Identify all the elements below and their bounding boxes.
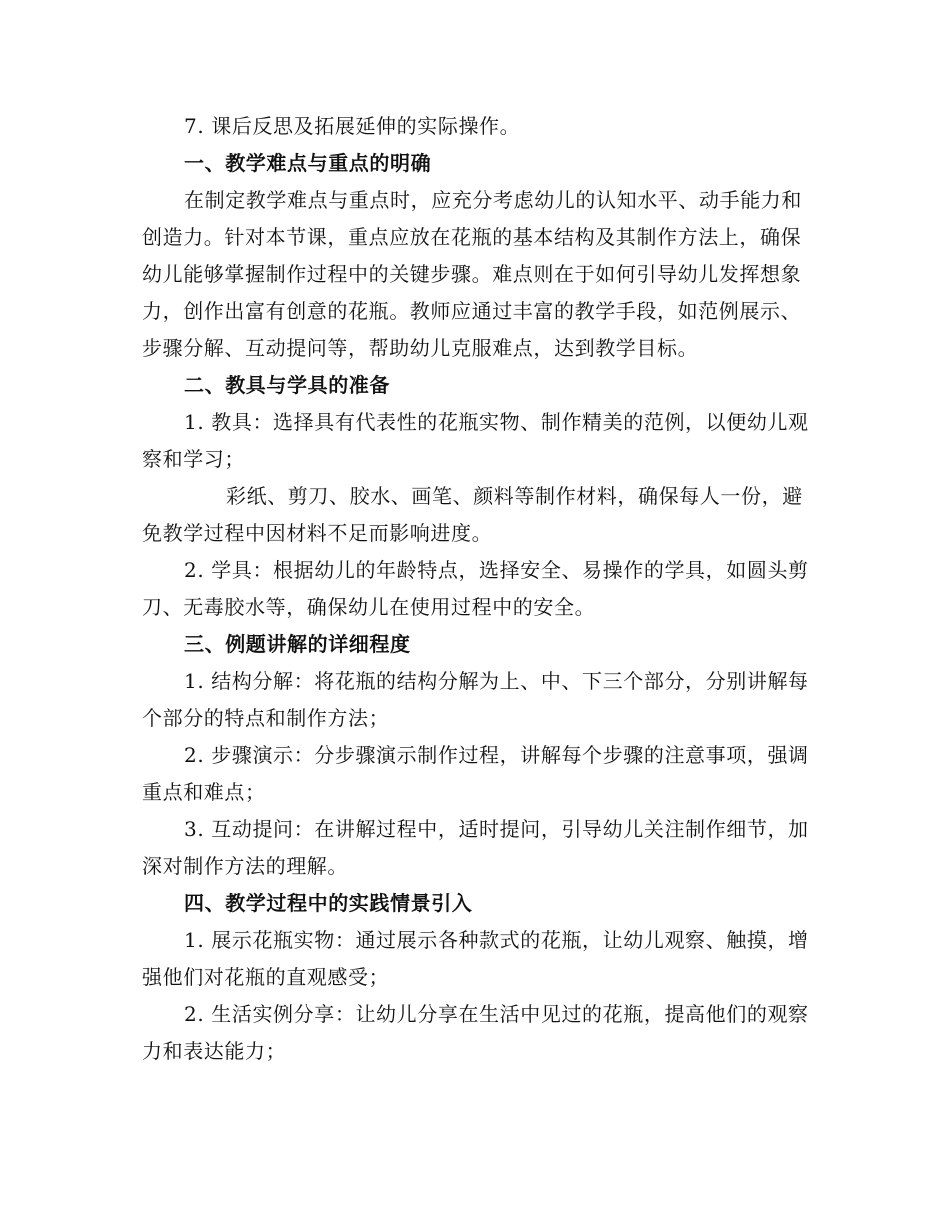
paragraph-difficulty-focus: 在制定教学难点与重点时，应充分考虑幼儿的认知水平、动手能力和创造力。针对本节课，重点应放在花瓶的基本结构及其制作方法上，确保幼儿能够掌握制作过程中的关键步骤。难点则在于如何引导幼儿发挥想象力，创作出富有创意的花瓶。教师应通过丰富的教学手段，如范例展示、步骤分解、互动提问等，帮助幼儿克服难点，达到教学目标。 xyxy=(142,188,802,360)
section-heading-1: 一、教学难点与重点的明确 xyxy=(184,151,432,175)
section-heading-4: 四、教学过程中的实践情景引入 xyxy=(184,891,473,915)
section-heading-2: 二、教具与学具的准备 xyxy=(184,373,390,397)
paragraph-teaching-aids: 1. 教具：选择具有代表性的花瓶实物、制作精美的范例，以便幼儿观察和学习； xyxy=(142,410,809,471)
paragraph-structure-breakdown: 1. 结构分解：将花瓶的结构分解为上、中、下三个部分，分别讲解每个部分的特点和制作方法； xyxy=(142,669,809,730)
section-heading-3: 三、例题讲解的详细程度 xyxy=(184,632,411,656)
paragraph-item-7: 7. 课后反思及拓展延伸的实际操作。 xyxy=(184,114,521,138)
document-body xyxy=(142,108,812,1070)
paragraph-step-demo: 2. 步骤演示：分步骤演示制作过程，讲解每个步骤的注意事项，强调重点和难点； xyxy=(142,743,809,804)
paragraph-life-examples: 2. 生活实例分享：让幼儿分享在生活中见过的花瓶，提高他们的观察力和表达能力； xyxy=(142,1002,809,1063)
paragraph-materials: 彩纸、剪刀、胶水、画笔、颜料等制作材料，确保每人一份，避免教学过程中因材料不足而影响进度。 xyxy=(142,484,803,545)
paragraph-learning-tools: 2. 学具：根据幼儿的年龄特点，选择安全、易操作的学具，如圆头剪刀、无毒胶水等，确保幼儿在使用过程中的安全。 xyxy=(142,558,809,619)
paragraph-interactive-questions: 3. 互动提问：在讲解过程中，适时提问，引导幼儿关注制作细节，加深对制作方法的理解。 xyxy=(142,817,809,878)
paragraph-vase-display: 1. 展示花瓶实物：通过展示各种款式的花瓶，让幼儿观察、触摸，增强他们对花瓶的直观感受； xyxy=(142,928,809,989)
